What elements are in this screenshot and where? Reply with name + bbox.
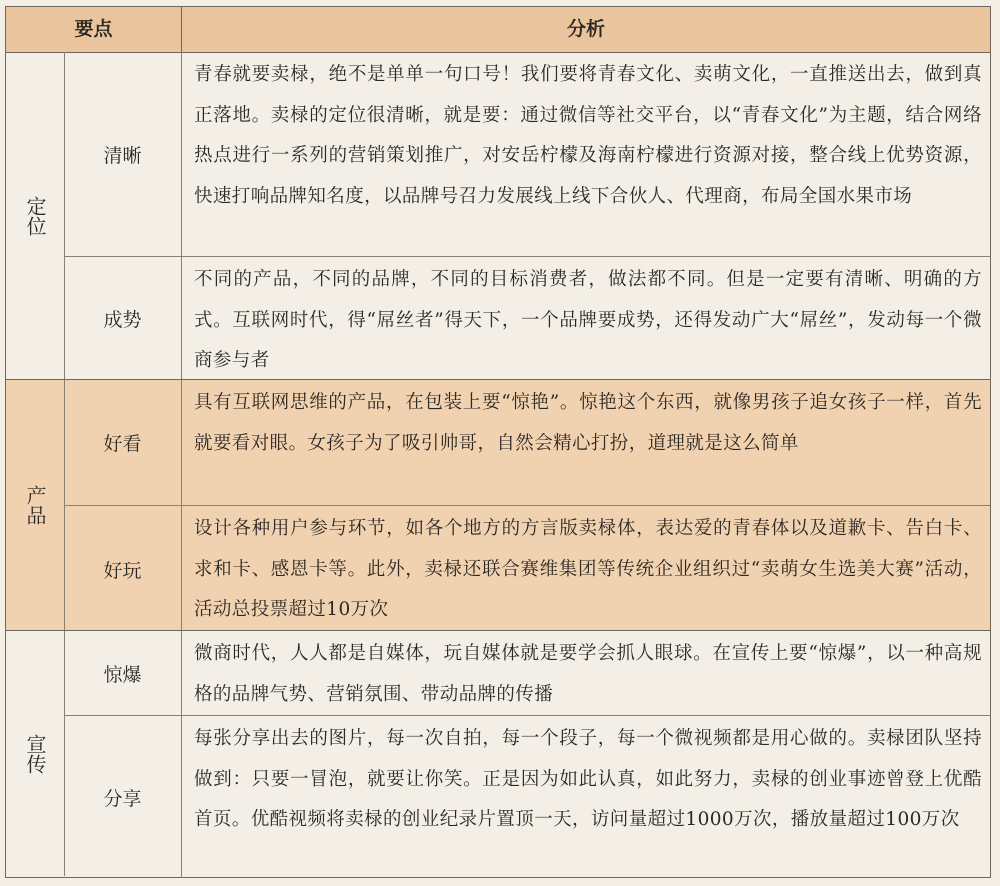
row-label: 清晰	[64, 52, 182, 256]
table-row	[64, 715, 990, 878]
row-analysis-text: 不同的产品，不同的品牌，不同的目标消费者，做法都不同。但是一定要有清晰、明确的方式。互联网时代，得“屌丝者”得天下，一个品牌要成势，还得发动广大“屌丝”，发动每一个微商参与者	[194, 269, 982, 371]
header-analysis: 分析	[566, 18, 605, 40]
table-header	[6, 7, 990, 53]
table-row	[64, 380, 990, 505]
group-product	[6, 379, 990, 630]
row-label: 好看	[64, 380, 182, 505]
header-key-points: 要点	[6, 7, 182, 52]
row-analysis-text: 微商时代，人人都是自媒体，玩自媒体就是要学会抓人眼球。在宣传上要“惊爆”，以一种高规格的品牌气势、营销氛围、带动品牌的传播	[194, 643, 982, 705]
group-label: 产品	[6, 380, 65, 630]
table-row	[64, 631, 990, 715]
row-analysis-text: 具有互联网思维的产品，在包装上要“惊艳”。惊艳这个东西，就像男孩子追女孩子一样，首先就要看对眼。女孩子为了吸引帅哥，自然会精心打扮，道理就是这么简单	[194, 392, 982, 454]
row-analysis-text: 设计各种用户参与环节，如各个地方的方言版卖椂体，表达爱的青春体以及道歉卡、告白卡、求和卡、感恩卡等。此外，卖椂还联合赛维集团等传统企业组织过“卖萌女生选美大赛”活动，活动总投票超过10万次	[194, 518, 982, 620]
group-label: 宣传	[6, 631, 65, 876]
analysis-table	[5, 6, 991, 878]
row-analysis-text: 青春就要卖椂，绝不是单单一句口号！我们要将青春文化、卖萌文化，一直推送出去，做到真正落地。卖椂的定位很清晰，就是要：通过微信等社交平台，以“青春文化”为主题，结合网络热点进行一系列的营销策划推广，对安岳柠檬及海南柠檬进行资源对接，整合线上优势资源，快速打响品牌知名度，以品牌号召力发展线上线下合伙人、代理商，布局全国水果市场	[194, 64, 982, 207]
group-label: 定位	[6, 52, 65, 379]
group-promotion	[6, 630, 990, 876]
table-row	[64, 505, 990, 632]
row-label: 分享	[64, 716, 182, 878]
row-label: 好玩	[64, 506, 182, 632]
row-analysis-text: 每张分享出去的图片，每一次自拍，每一个段子，每一个微视频都是用心做的。卖椂团队坚持做到：只要一冒泡，就要让你笑。正是因为如此认真，如此努力，卖椂的创业事迹曾登上优酷首页。优酷视频将卖椂的创业纪录片置顶一天，访问量超过1000万次，播放量超过100万次	[194, 728, 982, 830]
table-row	[64, 256, 990, 380]
group-positioning	[6, 52, 990, 379]
row-label: 成势	[64, 257, 182, 380]
table-row	[64, 52, 990, 256]
row-label: 惊爆	[64, 631, 182, 715]
